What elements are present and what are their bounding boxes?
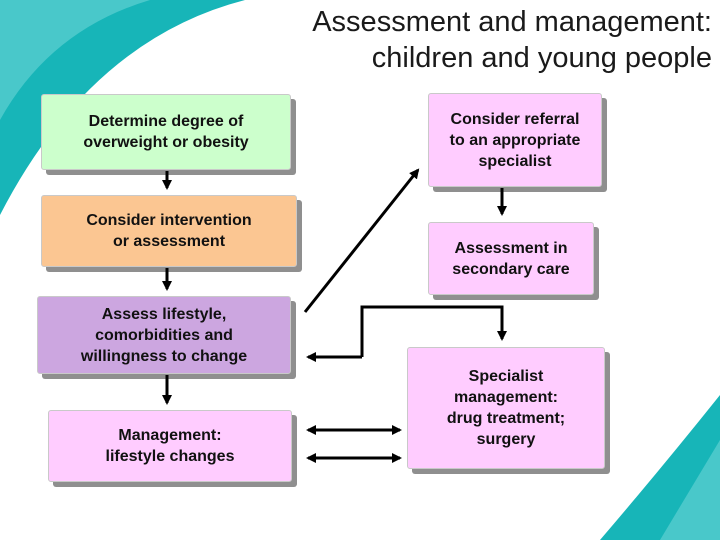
box-management-lifestyle — [48, 410, 292, 482]
box-consider-referral-text: Consider referral to an appropriate specialist — [449, 110, 581, 170]
box-assessment-secondary-text: Assessment in secondary care — [452, 239, 570, 278]
box-consider-intervention-text: Consider intervention or assessment — [86, 212, 252, 250]
box-assess-lifestyle — [37, 296, 291, 374]
box-consider-intervention — [41, 195, 297, 267]
box-determine-degree-text: Determine degree of overweight or obesity — [83, 113, 249, 151]
box-specialist-management-text: Specialist management: drug treatment; surgery — [446, 368, 566, 448]
box-management-lifestyle-text: Management: lifestyle changes — [105, 427, 235, 465]
box-specialist-management — [407, 347, 605, 469]
box-assess-lifestyle-text: Assess lifestyle, comorbidities and willingness to change — [80, 305, 248, 365]
box-assessment-secondary — [428, 222, 594, 295]
title-line-2: children and young people — [371, 42, 712, 74]
box-consider-referral — [428, 93, 602, 187]
page-title — [152, 4, 712, 76]
title-line-1: Assessment and management: — [312, 6, 712, 38]
box-determine-degree — [41, 94, 291, 170]
